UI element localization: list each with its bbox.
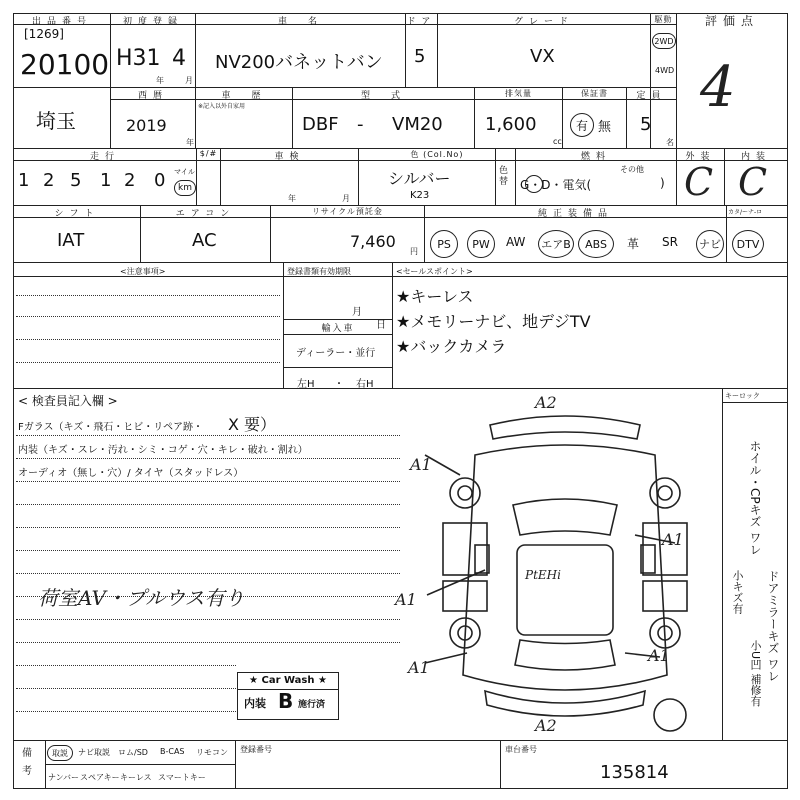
rule bbox=[235, 740, 236, 788]
side-note-mirror: ドアミラーキズ ワレ bbox=[766, 570, 780, 682]
fuel-text: G・D・電気( bbox=[520, 178, 592, 192]
mark-a1-left-top: A1 bbox=[410, 455, 432, 474]
glass-mark: X 要） bbox=[228, 415, 277, 434]
header-type: 型 式 bbox=[360, 91, 406, 101]
inspector-line-audio: オーディオ（無し・穴）/ タイヤ（スタッドレス） bbox=[18, 468, 244, 479]
mark-line bbox=[425, 653, 467, 663]
equip-aw: AW bbox=[506, 235, 526, 249]
mark-a1-right-top: A1 bbox=[662, 530, 684, 549]
header-mileage: 走行 bbox=[89, 152, 120, 162]
door-left-front bbox=[443, 523, 487, 575]
first-reg-month: 4 bbox=[172, 46, 186, 71]
spare-tire bbox=[654, 699, 686, 731]
rule bbox=[676, 13, 677, 148]
lot-id: [1269] bbox=[24, 27, 64, 41]
header-displacement: 排気量 bbox=[505, 89, 532, 98]
mileage-d2: 2 bbox=[43, 170, 55, 191]
color-name: シルバー bbox=[388, 169, 451, 188]
frame-bottom bbox=[13, 788, 788, 789]
reg-day: 日 bbox=[376, 320, 386, 331]
reg-month: 月 bbox=[352, 307, 362, 318]
car-wash-box bbox=[237, 672, 339, 720]
check-smart-key: スマートキー bbox=[158, 773, 206, 782]
mileage-mile: マイル bbox=[174, 168, 195, 176]
check-remote: リモコン bbox=[196, 748, 228, 757]
recycle-unit: 円 bbox=[410, 247, 418, 256]
rule bbox=[283, 334, 392, 335]
roof bbox=[517, 545, 613, 635]
header-color: 色 (Col.No) bbox=[410, 150, 464, 159]
notes-line bbox=[16, 362, 280, 363]
mileage-d1: 1 bbox=[18, 170, 30, 191]
check-bcas: B-CAS bbox=[160, 747, 185, 756]
remark-char-1: 備 bbox=[22, 748, 32, 759]
rule bbox=[13, 262, 788, 263]
rule bbox=[392, 262, 393, 388]
header-sales-point: <セールスポイント> bbox=[396, 267, 473, 276]
header-warranty: 保証書 bbox=[581, 89, 608, 98]
equip-navi: ナビ bbox=[696, 230, 724, 258]
type-prefix: DBF bbox=[302, 114, 339, 135]
mark-a2-bottom: A2 bbox=[535, 716, 557, 735]
inspector-line bbox=[16, 458, 400, 459]
header-western: 西暦 bbox=[137, 91, 168, 101]
mark-center: PtEHi bbox=[525, 568, 561, 582]
header-chassis-no: 車台番号 bbox=[505, 745, 537, 754]
header-notes: <注意事項> bbox=[120, 267, 166, 276]
inspector-line-glass: Fガラス（キズ・飛石・ヒビ・リペア跡・ bbox=[18, 422, 204, 433]
equip-abs: ABS bbox=[578, 230, 614, 258]
fuel-gas-circle bbox=[525, 175, 543, 193]
side-note-wheel: ホイル・CPキズ ワレ bbox=[748, 440, 762, 556]
bottom-remark bbox=[22, 745, 34, 781]
mileage-d5: 2 bbox=[124, 170, 136, 191]
wheel-fr bbox=[650, 478, 680, 508]
first-reg-year-unit: 年 bbox=[156, 76, 164, 85]
door-right-rear bbox=[643, 581, 687, 611]
check-manual: 取説 bbox=[47, 745, 73, 761]
displacement-value: 1,600 bbox=[485, 114, 537, 135]
car-grade: VX bbox=[530, 46, 555, 67]
rule bbox=[13, 388, 788, 389]
year-unit: 年 bbox=[186, 138, 194, 147]
inspector-line bbox=[16, 688, 236, 689]
inspector-line bbox=[16, 550, 400, 551]
header-grade: グレード bbox=[513, 17, 574, 27]
header-reg-no: 登録番号 bbox=[240, 745, 272, 754]
check-navi-manual: ナビ取説 bbox=[78, 748, 110, 757]
sales-point-2: ★メモリーナビ、地デジTV bbox=[396, 312, 591, 331]
check-keyless: キーレス bbox=[120, 773, 152, 782]
frame-left bbox=[13, 13, 14, 789]
header-recycle: リサイクル預託金 bbox=[312, 207, 383, 216]
rear-window bbox=[515, 640, 615, 670]
mileage-d4: 1 bbox=[100, 170, 112, 191]
wheel-fl bbox=[450, 478, 480, 508]
check-rom: ロム/SD bbox=[118, 748, 148, 757]
type-model: VM20 bbox=[392, 114, 443, 135]
header-fuel: 燃料 bbox=[580, 152, 611, 162]
header-reg-deadline: 登録書類有効期限 bbox=[287, 267, 351, 276]
rule bbox=[13, 740, 788, 741]
header-shift: シフト bbox=[54, 209, 100, 219]
first-reg-era: H31 bbox=[116, 46, 161, 71]
equip-dtv: DTV bbox=[732, 230, 764, 258]
inspector-line bbox=[16, 642, 400, 643]
warranty-no: 無 bbox=[598, 120, 612, 135]
header-score: 評価点 bbox=[704, 14, 759, 28]
mark-a1-left-bot: A1 bbox=[408, 658, 430, 677]
inspector-line bbox=[16, 527, 400, 528]
handle-dot: ・ bbox=[334, 379, 344, 390]
car-diagram bbox=[405, 395, 725, 740]
car-body bbox=[463, 445, 667, 690]
header-cutover: カタ/ーナ-ロ bbox=[728, 209, 763, 216]
inspector-line bbox=[16, 619, 400, 620]
color-code: K23 bbox=[410, 190, 430, 201]
interior-score: C bbox=[738, 160, 768, 204]
rule bbox=[283, 367, 392, 368]
handle-right: 右H bbox=[356, 379, 374, 390]
mark-a2-top: A2 bbox=[535, 393, 557, 412]
rule bbox=[45, 740, 46, 788]
remark-char-2: 考 bbox=[22, 766, 32, 777]
capacity-value: 5 bbox=[640, 114, 652, 135]
inspection-year: 年 bbox=[288, 194, 296, 203]
capacity-unit: 名 bbox=[666, 138, 674, 147]
equip-sr: SR bbox=[662, 235, 678, 249]
header-model-change: 車 歴 bbox=[221, 91, 267, 101]
mileage-d6: 0 bbox=[154, 170, 166, 191]
mark-line bbox=[427, 570, 485, 595]
inspector-line bbox=[16, 504, 400, 505]
frame-right bbox=[787, 13, 788, 789]
header-import: 輸入車 bbox=[321, 324, 355, 334]
equip-airbag: エアB bbox=[538, 230, 574, 258]
header-aircon: エアコン bbox=[175, 209, 236, 219]
region: 埼玉 bbox=[36, 109, 76, 133]
mileage-d3: 5 bbox=[70, 170, 82, 191]
inspector-line bbox=[16, 665, 236, 666]
header-sdollar: $/# bbox=[199, 149, 218, 158]
score-handwritten: 4 bbox=[700, 55, 736, 120]
header-inspection: 車検 bbox=[274, 152, 305, 162]
car-name: NV200バネットバン bbox=[215, 52, 383, 73]
header-first-reg: 初度登録 bbox=[122, 17, 183, 27]
year-value: 2019 bbox=[126, 116, 167, 135]
inspector-line bbox=[16, 435, 400, 436]
lot-number: 20100 bbox=[20, 48, 110, 81]
equip-pw: PW bbox=[467, 230, 495, 258]
aircon-value: AC bbox=[192, 230, 217, 251]
car-wash-interior: 内装 bbox=[244, 697, 266, 710]
car-doors: 5 bbox=[414, 46, 426, 67]
inspector-line-interior: 内装（キズ・スレ・汚れ・シミ・コゲ・穴・キレ・破れ・割れ） bbox=[18, 445, 308, 456]
header-lot-no: 出品番号 bbox=[31, 17, 92, 27]
car-wash-grade: B bbox=[278, 689, 294, 713]
first-reg-month-unit: 月 bbox=[185, 76, 193, 85]
rule bbox=[722, 402, 788, 403]
mileage-km: km bbox=[174, 180, 196, 196]
check-plate: ナンバー bbox=[48, 773, 80, 782]
sales-point-3: ★バックカメラ bbox=[396, 337, 507, 356]
header-inspector: < 検査員記入欄 > bbox=[18, 394, 118, 408]
fuel-other: その他 bbox=[620, 165, 644, 174]
rule bbox=[45, 764, 235, 765]
drive-4wd: 4WD bbox=[655, 66, 675, 75]
recycle-value: 7,460 bbox=[350, 232, 396, 251]
notes-line bbox=[16, 316, 280, 317]
inspector-line bbox=[16, 481, 400, 482]
displacement-unit: cc bbox=[553, 137, 562, 146]
inspector-line bbox=[16, 573, 400, 574]
import-dealer: ディーラー・並行 bbox=[296, 348, 376, 359]
fuel-close: ) bbox=[660, 176, 665, 190]
chassis-no: 135814 bbox=[600, 762, 669, 783]
header-capacity: 定員 bbox=[636, 91, 667, 101]
model-change-note: ※記入以外自家用 bbox=[198, 103, 246, 110]
type-dash: - bbox=[357, 114, 364, 135]
shift-value: IAT bbox=[57, 230, 85, 251]
side-note-wheel-detail: 小キズ有 bbox=[731, 570, 744, 614]
rule bbox=[500, 740, 501, 788]
sales-point-1: ★キーレス bbox=[396, 287, 474, 306]
rear-bumper bbox=[485, 691, 645, 716]
header-equipment: 純正装備品 bbox=[537, 209, 613, 219]
equip-leather: 革 bbox=[627, 237, 640, 251]
inspector-line bbox=[16, 711, 236, 712]
rule bbox=[726, 205, 727, 262]
header-exterior: 外装 bbox=[685, 152, 716, 162]
equip-ps: PS bbox=[430, 230, 458, 258]
handle-left: 左H bbox=[297, 379, 315, 390]
warranty-yes: 有 bbox=[570, 113, 594, 137]
header-keylock: キーロック bbox=[725, 392, 760, 400]
notes-line bbox=[16, 339, 280, 340]
check-spare-key: スペアキー bbox=[80, 773, 120, 782]
header-doors: ドア bbox=[406, 17, 437, 27]
windshield bbox=[513, 499, 617, 535]
side-note-mirror-detail: 小U凹 補修有 bbox=[749, 640, 762, 707]
inspection-month: 月 bbox=[342, 194, 350, 203]
notes-line bbox=[16, 295, 280, 296]
exterior-score: C bbox=[684, 160, 714, 204]
color-change-label: 色替 bbox=[499, 166, 509, 187]
car-wash-done: 施行済 bbox=[298, 700, 326, 710]
handwritten-note: 荷室AV・プルウス有り bbox=[38, 586, 245, 610]
car-wash-title: ★ Car Wash ★ bbox=[238, 673, 338, 690]
header-car-name: 車 名 bbox=[277, 17, 323, 27]
header-drive: 駆動 bbox=[654, 15, 673, 24]
rule bbox=[110, 13, 111, 148]
front-bumper bbox=[490, 416, 640, 439]
drive-2wd: 2WD bbox=[652, 33, 676, 49]
mark-a1-left-mid: A1 bbox=[395, 590, 417, 609]
mark-a1-right-bot: A1 bbox=[648, 646, 670, 665]
header-interior: 内装 bbox=[740, 152, 771, 162]
